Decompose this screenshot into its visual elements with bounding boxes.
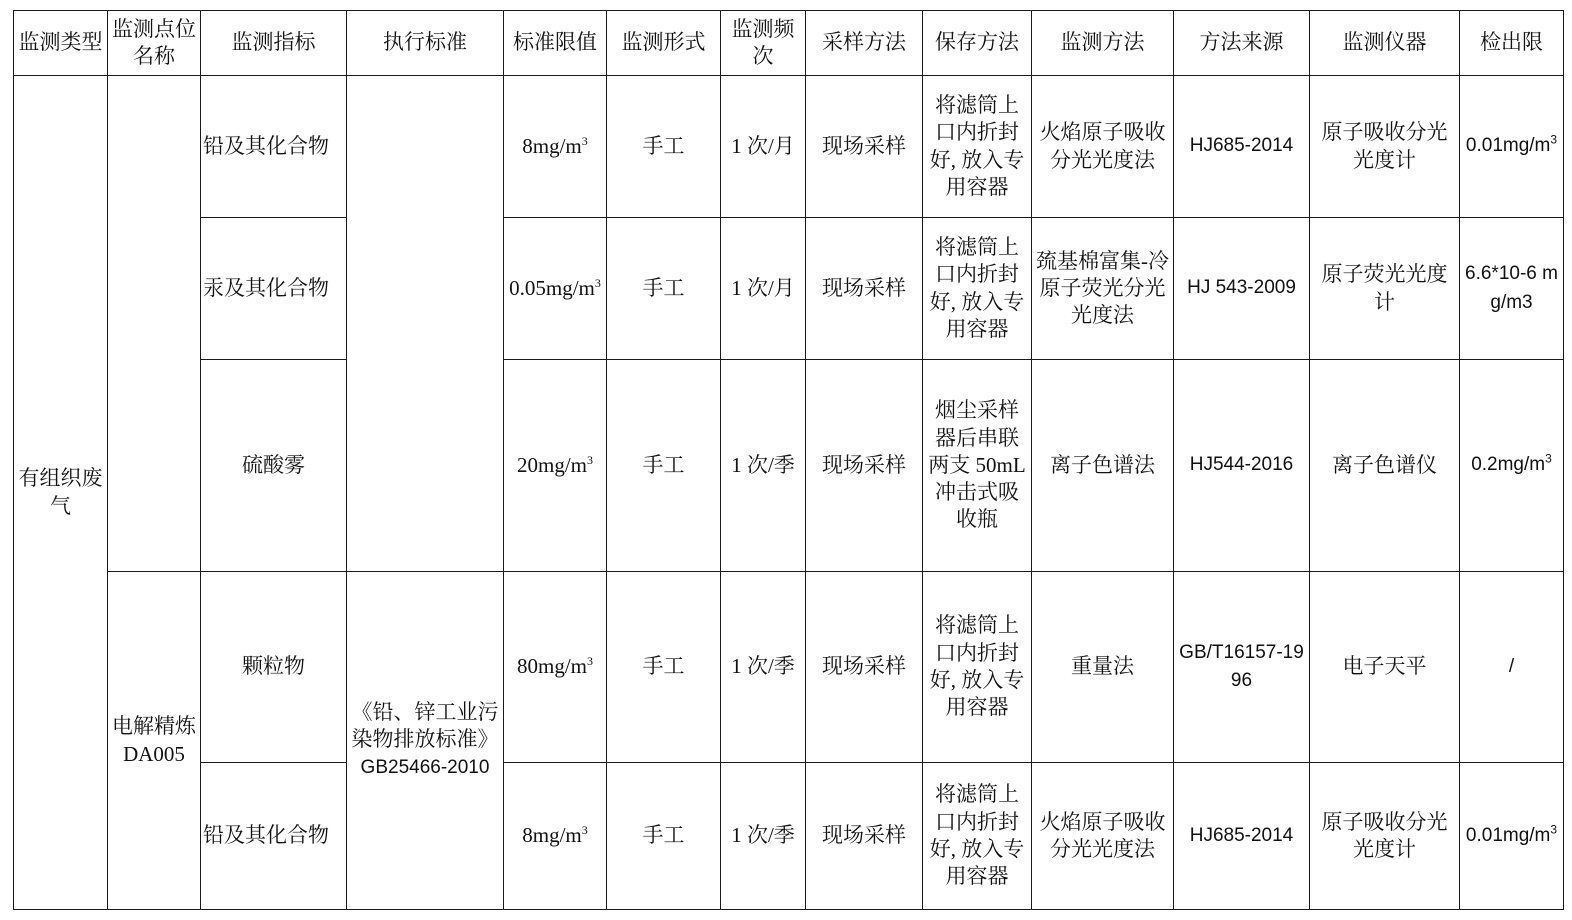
limit-superscript: 3 — [594, 275, 601, 290]
method-cell: 巯基棉富集-冷原子荧光分光光度法 — [1032, 218, 1174, 360]
site-name-cell-empty — [108, 76, 201, 572]
source-cell: HJ685-2014 — [1174, 76, 1310, 218]
form-cell: 手工 — [607, 218, 721, 360]
detect-cell — [1460, 76, 1564, 218]
indicator-cell: 铅及其化合物 — [201, 76, 347, 218]
storage-cell: 将滤筒上口内折封好, 放入专用容器 — [923, 218, 1032, 360]
monitoring-table — [13, 10, 1564, 910]
detect-superscript: 3 — [1550, 822, 1558, 837]
limit-value: 8mg/m — [522, 823, 582, 848]
limit-superscript: 3 — [587, 654, 593, 669]
method-cell: 离子色谱法 — [1032, 360, 1174, 572]
form-cell: 手工 — [607, 572, 721, 763]
header-cell: 标准限值 — [504, 11, 607, 76]
limit-superscript: 3 — [581, 823, 588, 838]
header-cell: 执行标准 — [347, 11, 504, 76]
instrument-cell: 离子色谱仪 — [1310, 360, 1460, 572]
indicator-cell: 硫酸雾 — [201, 360, 347, 572]
form-cell: 手工 — [607, 76, 721, 218]
indicator-cell: 铅及其化合物 — [201, 763, 347, 910]
storage-cell: 将滤筒上口内折封好, 放入专用容器 — [923, 76, 1032, 218]
table-row — [14, 218, 1564, 360]
method-cell: 火焰原子吸收分光光度法 — [1032, 76, 1174, 218]
limit-value: 8mg/m — [522, 133, 582, 158]
detect-cell — [1460, 572, 1564, 763]
limit-cell — [504, 572, 607, 763]
sampling-cell: 现场采样 — [806, 763, 923, 910]
freq-cell: 1 次/季 — [721, 360, 806, 572]
detect-cell — [1460, 360, 1564, 572]
header-cell: 方法来源 — [1174, 11, 1310, 76]
indicator-cell: 汞及其化合物 — [201, 218, 347, 360]
detect-superscript: 3 — [1550, 132, 1558, 147]
instrument-cell: 原子吸收分光光度计 — [1310, 76, 1460, 218]
limit-cell — [504, 763, 607, 910]
source-cell: HJ544-2016 — [1174, 360, 1310, 572]
header-cell: 监测类型 — [14, 11, 108, 76]
storage-cell: 烟尘采样器后串联两支 50mL 冲击式吸收瓶 — [923, 360, 1032, 572]
header-cell: 检出限 — [1460, 11, 1564, 76]
header-row — [14, 11, 1564, 76]
limit-superscript: 3 — [587, 452, 593, 467]
instrument-cell: 原子吸收分光光度计 — [1310, 763, 1460, 910]
form-cell: 手工 — [607, 360, 721, 572]
detect-value: / — [1508, 655, 1515, 677]
header-cell: 监测频次 — [721, 11, 806, 76]
detect-value: 0.01mg/m — [1465, 824, 1551, 846]
sampling-cell: 现场采样 — [806, 360, 923, 572]
detect-value: 0.01mg/m — [1465, 135, 1551, 157]
header-cell: 监测仪器 — [1310, 11, 1460, 76]
source-cell: HJ685-2014 — [1174, 763, 1310, 910]
freq-cell: 1 次/月 — [721, 218, 806, 360]
source-cell: GB/T16157-1996 — [1174, 572, 1310, 763]
header-cell: 监测指标 — [201, 11, 347, 76]
standard-cell — [347, 572, 504, 910]
method-cell: 重量法 — [1032, 572, 1174, 763]
standard-cell-empty — [347, 76, 504, 572]
instrument-cell: 原子荧光光度计 — [1310, 218, 1460, 360]
method-cell: 火焰原子吸收分光光度法 — [1032, 763, 1174, 910]
freq-cell: 1 次/季 — [721, 572, 806, 763]
table-row — [14, 763, 1564, 910]
form-cell: 手工 — [607, 763, 721, 910]
storage-cell: 将滤筒上口内折封好, 放入专用容器 — [923, 763, 1032, 910]
freq-cell: 1 次/季 — [721, 763, 806, 910]
detect-value: 0.2mg/m — [1471, 454, 1546, 476]
sampling-cell: 现场采样 — [806, 572, 923, 763]
header-cell: 监测点位名称 — [108, 11, 201, 76]
header-cell: 监测方法 — [1032, 11, 1174, 76]
table-row — [14, 360, 1564, 572]
source-cell: HJ 543-2009 — [1174, 218, 1310, 360]
indicator-cell: 颗粒物 — [201, 572, 347, 763]
standard-code: GB25466-2010 — [360, 756, 490, 778]
limit-cell — [504, 360, 607, 572]
limit-value: 20mg/m — [516, 452, 587, 477]
sampling-cell: 现场采样 — [806, 218, 923, 360]
header-cell: 保存方法 — [923, 11, 1032, 76]
header-cell: 监测形式 — [607, 11, 721, 76]
detect-value: 6.6*10-6 mg/m3 — [1465, 263, 1558, 313]
freq-cell: 1 次/月 — [721, 76, 806, 218]
monitor-type-cell: 有组织废气 — [14, 76, 108, 910]
table-row — [14, 76, 1564, 218]
limit-cell — [504, 76, 607, 218]
detect-superscript: 3 — [1545, 451, 1552, 466]
standard-title: 《铅、锌工业污染物排放标准》 — [351, 699, 499, 752]
limit-value: 80mg/m — [516, 654, 587, 679]
limit-value: 0.05mg/m — [509, 275, 595, 300]
sampling-cell: 现场采样 — [806, 76, 923, 218]
detect-cell — [1460, 218, 1564, 360]
instrument-cell: 电子天平 — [1310, 572, 1460, 763]
table-row — [14, 572, 1564, 763]
storage-cell: 将滤筒上口内折封好, 放入专用容器 — [923, 572, 1032, 763]
detect-cell — [1460, 763, 1564, 910]
limit-cell — [504, 218, 607, 360]
site-name-cell: 电解精炼DA005 — [108, 572, 201, 910]
header-cell: 采样方法 — [806, 11, 923, 76]
limit-superscript: 3 — [581, 133, 588, 148]
